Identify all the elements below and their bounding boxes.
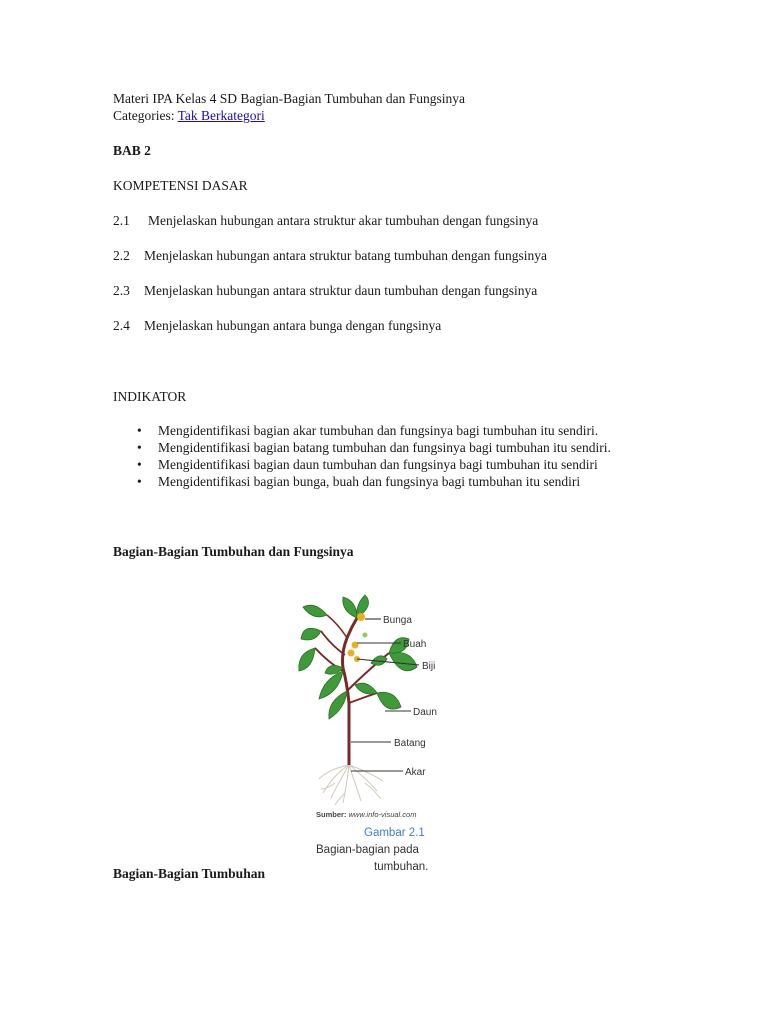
- bullet-icon: •: [137, 440, 142, 455]
- list-item: [113, 456, 673, 473]
- category-link[interactable]: Tak Berkategori: [177, 108, 265, 123]
- plant-diagram-figure: [285, 593, 455, 883]
- section-title-parts: Bagian-Bagian Tumbuhan: [113, 866, 265, 881]
- list-item: [113, 439, 673, 456]
- indikator-text: Mengidentifikasi bagian daun tumbuhan dan fungsinya bagi tumbuhan itu sendiri: [158, 457, 598, 472]
- indikator-text: Mengidentifikasi bagian bunga, buah dan fungsinya bagi tumbuhan itu sendiri: [158, 474, 581, 489]
- kompetensi-number: 2.3: [113, 283, 130, 298]
- caption-line-1: Bagian-bagian pada: [316, 844, 419, 856]
- label-akar: Akar: [405, 767, 426, 778]
- stem-drawing: [343, 618, 358, 765]
- categories-label: Categories:: [113, 108, 175, 123]
- kompetensi-text: Menjelaskan hubungan antara bunga dengan fungsinya: [144, 318, 442, 333]
- list-item: [113, 473, 673, 490]
- source-url: www.info-visual.com: [348, 810, 417, 819]
- bullet-icon: •: [137, 457, 142, 472]
- bullet-icon: •: [137, 474, 142, 489]
- caption-number: Gambar 2.1: [364, 827, 425, 839]
- kompetensi-number: 2.4: [113, 318, 130, 333]
- kompetensi-item: [113, 212, 673, 229]
- kompetensi-text: Menjelaskan hubungan antara struktur daun tumbuhan dengan fungsinya: [144, 283, 538, 298]
- label-daun: Daun: [413, 707, 437, 718]
- flower-drawing: [357, 613, 365, 621]
- document-body: [113, 90, 673, 560]
- categories-line: [113, 107, 673, 124]
- figure-source: [316, 810, 416, 819]
- label-batang: Batang: [394, 738, 426, 749]
- section-title-parts-functions: Bagian-Bagian Tumbuhan dan Fungsinya: [113, 544, 354, 559]
- document-title: Materi IPA Kelas 4 SD Bagian-Bagian Tumbuhan dan Fungsinya: [113, 91, 465, 106]
- kompetensi-item: [113, 317, 673, 334]
- source-label: Sumber:: [316, 810, 347, 819]
- indikator-text: Mengidentifikasi bagian batang tumbuhan dan fungsinya bagi tumbuhan itu sendiri.: [158, 440, 611, 455]
- label-biji: Biji: [422, 661, 436, 672]
- indikator-heading: INDIKATOR: [113, 389, 187, 404]
- chapter-heading: BAB 2: [113, 143, 151, 158]
- kompetensi-number: 2.2: [113, 248, 130, 263]
- kompetensi-text: Menjelaskan hubungan antara struktur akar tumbuhan dengan fungsinya: [148, 213, 539, 228]
- kompetensi-item: [113, 247, 673, 264]
- label-bunga: Bunga: [383, 615, 412, 626]
- indikator-list: [113, 422, 673, 490]
- kompetensi-heading: KOMPETENSI DASAR: [113, 178, 248, 193]
- list-item: [113, 422, 673, 439]
- kompetensi-text: Menjelaskan hubungan antara struktur batang tumbuhan dengan fungsinya: [144, 248, 548, 263]
- kompetensi-item: [113, 282, 673, 299]
- label-buah: Buah: [403, 639, 427, 650]
- plant-diagram: [285, 593, 455, 883]
- bullet-icon: •: [137, 423, 142, 438]
- caption-line-2: tumbuhan.: [374, 861, 429, 873]
- indikator-text: Mengidentifikasi bagian akar tumbuhan dan fungsinya bagi tumbuhan itu sendiri.: [158, 423, 599, 438]
- kompetensi-number: 2.1: [113, 213, 130, 228]
